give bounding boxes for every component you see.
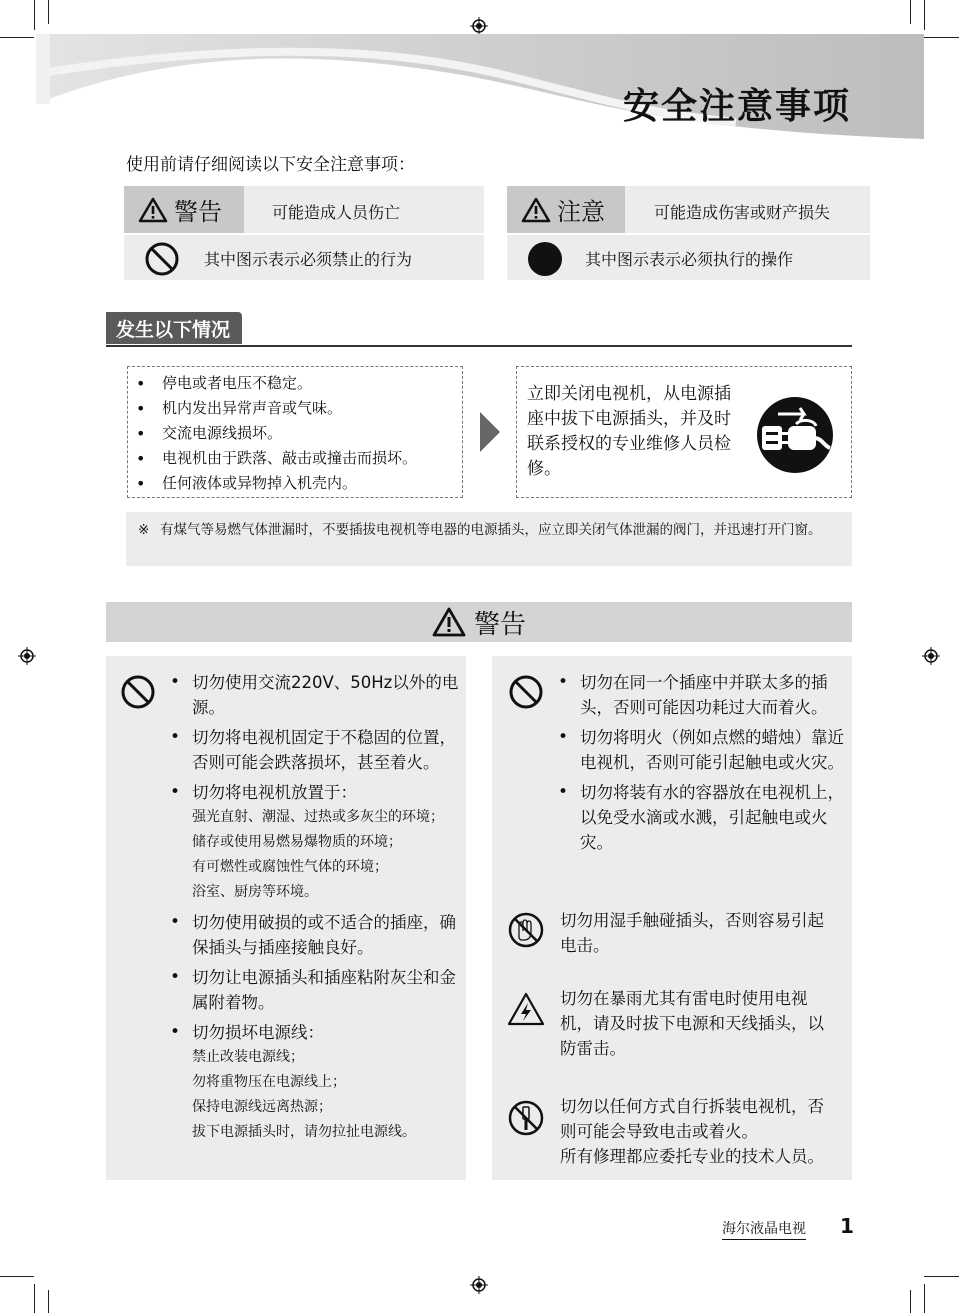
situations-list xyxy=(136,371,417,496)
lightning-warning-icon xyxy=(507,992,545,1026)
list-item xyxy=(170,910,460,960)
caution-triangle-icon xyxy=(521,197,551,223)
crop-mark xyxy=(924,37,959,38)
list-item xyxy=(170,1020,460,1145)
legend-caution-desc: 可能造成伤害或财产损失 xyxy=(654,203,831,222)
crop-mark xyxy=(924,1284,925,1313)
crop-mark xyxy=(924,1276,959,1277)
list-item: • 交流电源线损坏。 xyxy=(136,421,417,446)
crop-mark xyxy=(34,0,35,30)
crop-mark xyxy=(910,0,911,24)
note-box xyxy=(126,512,852,566)
thunder-text: 切勿在暴雨尤其有雷电时使用电视机，请及时拔下电源和天线插头，以防雷击。 xyxy=(560,989,824,1058)
list-item xyxy=(558,780,846,855)
no-disassembly-icon xyxy=(507,1099,545,1137)
legend-prohibit-text: 其中图示表示必须禁止的行为 xyxy=(204,250,413,269)
item-title: • 切勿使用破损的或不适合的插座，确保插头与插座接触良好。 xyxy=(192,913,456,957)
list-item xyxy=(558,670,846,720)
mandatory-icon xyxy=(527,241,563,277)
list-item: • 停电或者电压不稳定。 xyxy=(136,371,417,396)
list-item: • 任何液体或异物掉入机壳内。 xyxy=(136,471,417,496)
note-mark: ※ xyxy=(138,522,150,538)
arrow-right-icon xyxy=(480,412,500,452)
registration-mark-icon xyxy=(922,647,940,665)
legend-caution xyxy=(507,186,870,280)
warning-bar-label: 警告 xyxy=(473,609,526,640)
item-title: • 切勿将电视机放置于： xyxy=(192,783,357,802)
sub-item: 有可燃性或腐蚀性气体的环境； xyxy=(192,859,388,875)
list-item xyxy=(558,725,846,775)
item-title: • 切勿将装有水的容器放在电视机上，以免受水滴或水溅，引起触电或火灾。 xyxy=(580,783,844,852)
action-text: 立即关闭电视机，从电源插座中拔下电源插头，并及时联系授权的专业维修人员检修。 xyxy=(527,384,731,479)
list-item: • 机内发出异常声音或气味。 xyxy=(136,396,417,421)
list-item xyxy=(170,780,460,905)
crop-mark xyxy=(34,1284,35,1313)
item-title: • 切勿将明火（例如点燃的蜡烛）靠近电视机，否则可能引起触电或火灾。 xyxy=(580,728,844,772)
crop-mark xyxy=(0,37,34,38)
legend-warning-label: 警告 xyxy=(174,198,222,226)
prohibited-icon xyxy=(144,241,180,277)
list-item xyxy=(170,670,460,720)
legend-warning xyxy=(124,186,484,280)
intro-text: 使用前请仔细阅读以下安全注意事项： xyxy=(126,155,415,175)
item-title: • 切勿让电源插头和插座粘附灰尘和金属附着物。 xyxy=(192,968,456,1012)
legend-caution-header xyxy=(507,186,625,233)
legend-caution-label: 注意 xyxy=(557,198,605,226)
item-title: • 切勿在同一个插座中并联太多的插头，否则可能因功耗过大而着火。 xyxy=(580,673,828,717)
crop-mark xyxy=(924,0,925,30)
no-wet-hands-icon xyxy=(507,911,545,949)
sub-item: 保持电源线远离热源； xyxy=(192,1099,332,1115)
disassemble-text-2: 所有修理都应委托专业的技术人员。 xyxy=(560,1147,824,1166)
item-title: • 切勿损坏电源线： xyxy=(192,1023,324,1042)
wet-hand-text: 切勿用湿手触碰插头，否则容易引起电击。 xyxy=(560,911,824,955)
registration-mark-icon xyxy=(470,1276,488,1294)
legend-warning-header xyxy=(124,186,244,233)
divider xyxy=(507,233,870,235)
registration-mark-icon xyxy=(470,17,488,35)
warning-triangle-icon xyxy=(138,197,168,223)
crop-mark xyxy=(48,1290,49,1313)
item-title: • 切勿将电视机固定于不稳固的位置，否则可能会跌落损坏，甚至着火。 xyxy=(192,728,456,772)
warning-triangle-icon xyxy=(432,607,466,637)
list-item: • 电视机由于跌落、敲击或撞击而损坏。 xyxy=(136,446,417,471)
disassemble-text-1: 切勿以任何方式自行拆装电视机，否则可能会导致电击或着火。 xyxy=(560,1097,824,1141)
sub-item: 拔下电源插头时，请勿拉扯电源线。 xyxy=(192,1124,416,1140)
legend-warning-desc: 可能造成人员伤亡 xyxy=(272,203,401,222)
footer-brand: 海尔液晶电视 xyxy=(722,1218,806,1240)
sub-item: 浴室、厨房等环境。 xyxy=(192,884,318,900)
warning-list-left xyxy=(170,670,460,1150)
legend-mandatory-text: 其中图示表示必须执行的操作 xyxy=(585,250,794,269)
section-heading: 发生以下情况 xyxy=(106,312,242,344)
section-rule xyxy=(106,345,852,347)
prohibited-icon xyxy=(508,674,544,710)
page-title: 安全注意事项 xyxy=(622,86,851,127)
list-item xyxy=(170,965,460,1015)
sub-item: 勿将重物压在电源线上； xyxy=(192,1074,346,1090)
crop-mark xyxy=(48,0,49,24)
list-item xyxy=(170,725,460,775)
divider xyxy=(124,233,484,235)
crop-mark xyxy=(0,1276,34,1277)
warning-bar xyxy=(106,602,852,642)
registration-mark-icon xyxy=(18,647,36,665)
page-number: 1 xyxy=(840,1214,854,1238)
sub-item: 强光直射、潮湿、过热或多灰尘的环境； xyxy=(192,809,444,825)
sub-item: 禁止改装电源线； xyxy=(192,1049,304,1065)
crop-mark xyxy=(910,1290,911,1313)
sub-item: 储存或使用易燃易爆物质的环境； xyxy=(192,834,402,850)
warning-list-right xyxy=(558,670,846,860)
note-text: 有煤气等易燃气体泄漏时，不要插拔电视机等电器的电源插头，应立即关闭气体泄漏的阀门，并迅速打开门窗。 xyxy=(160,522,822,538)
prohibited-icon xyxy=(120,674,156,710)
unplug-icon xyxy=(756,396,834,474)
item-title: • 切勿使用交流220V、50Hz以外的电源。 xyxy=(192,673,459,717)
